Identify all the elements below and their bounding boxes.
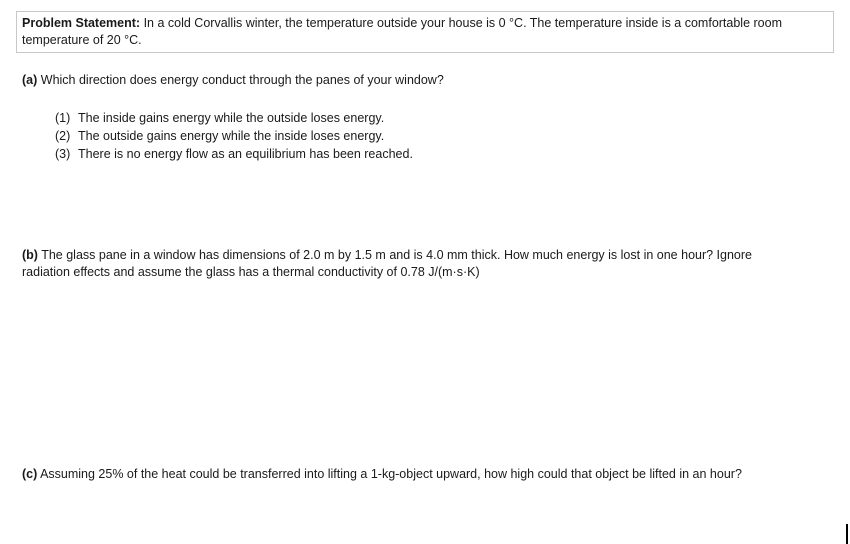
part-b-label: (b) bbox=[22, 248, 38, 262]
option-3-number: (3) bbox=[55, 147, 71, 161]
problem-statement bbox=[22, 15, 828, 49]
option-1-text: The inside gains energy while the outside loses energy. bbox=[78, 111, 385, 125]
part-a-label: (a) bbox=[22, 73, 38, 87]
part-b-question bbox=[22, 247, 832, 281]
problem-statement-text-line1: In a cold Corvallis winter, the temperature outside your house is 0 °C. The temperature inside is a comfortable room bbox=[143, 16, 782, 30]
part-b-question-line1: The glass pane in a window has dimensions of 2.0 m by 1.5 m and is 4.0 mm thick. How much energy is lost in one hour? Ignore bbox=[41, 248, 752, 262]
text-cursor bbox=[846, 524, 848, 544]
option-3 bbox=[55, 145, 413, 163]
option-3-text: There is no energy flow as an equilibrium has been reached. bbox=[78, 147, 413, 161]
problem-statement-text-line2: temperature of 20 °C. bbox=[22, 33, 142, 47]
problem-statement-box bbox=[16, 11, 834, 53]
option-2-text: The outside gains energy while the inside loses energy. bbox=[78, 129, 385, 143]
part-a-question-text: Which direction does energy conduct through the panes of your window? bbox=[40, 73, 444, 87]
option-1-number: (1) bbox=[55, 111, 71, 125]
problem-statement-label: Problem Statement: bbox=[22, 16, 141, 30]
option-1 bbox=[55, 109, 413, 127]
option-2 bbox=[55, 127, 413, 145]
part-b-question-line2: radiation effects and assume the glass has a thermal conductivity of 0.78 J/(m·s·K) bbox=[22, 265, 480, 279]
option-2-number: (2) bbox=[55, 129, 71, 143]
part-c-label: (c) bbox=[22, 467, 38, 481]
part-c-question bbox=[22, 466, 832, 483]
part-a-question bbox=[22, 72, 832, 89]
part-a-options bbox=[55, 109, 413, 163]
part-c-question-text: Assuming 25% of the heat could be transferred into lifting a 1-kg-object upward, how high could that object be lifted in an hour? bbox=[40, 467, 742, 481]
